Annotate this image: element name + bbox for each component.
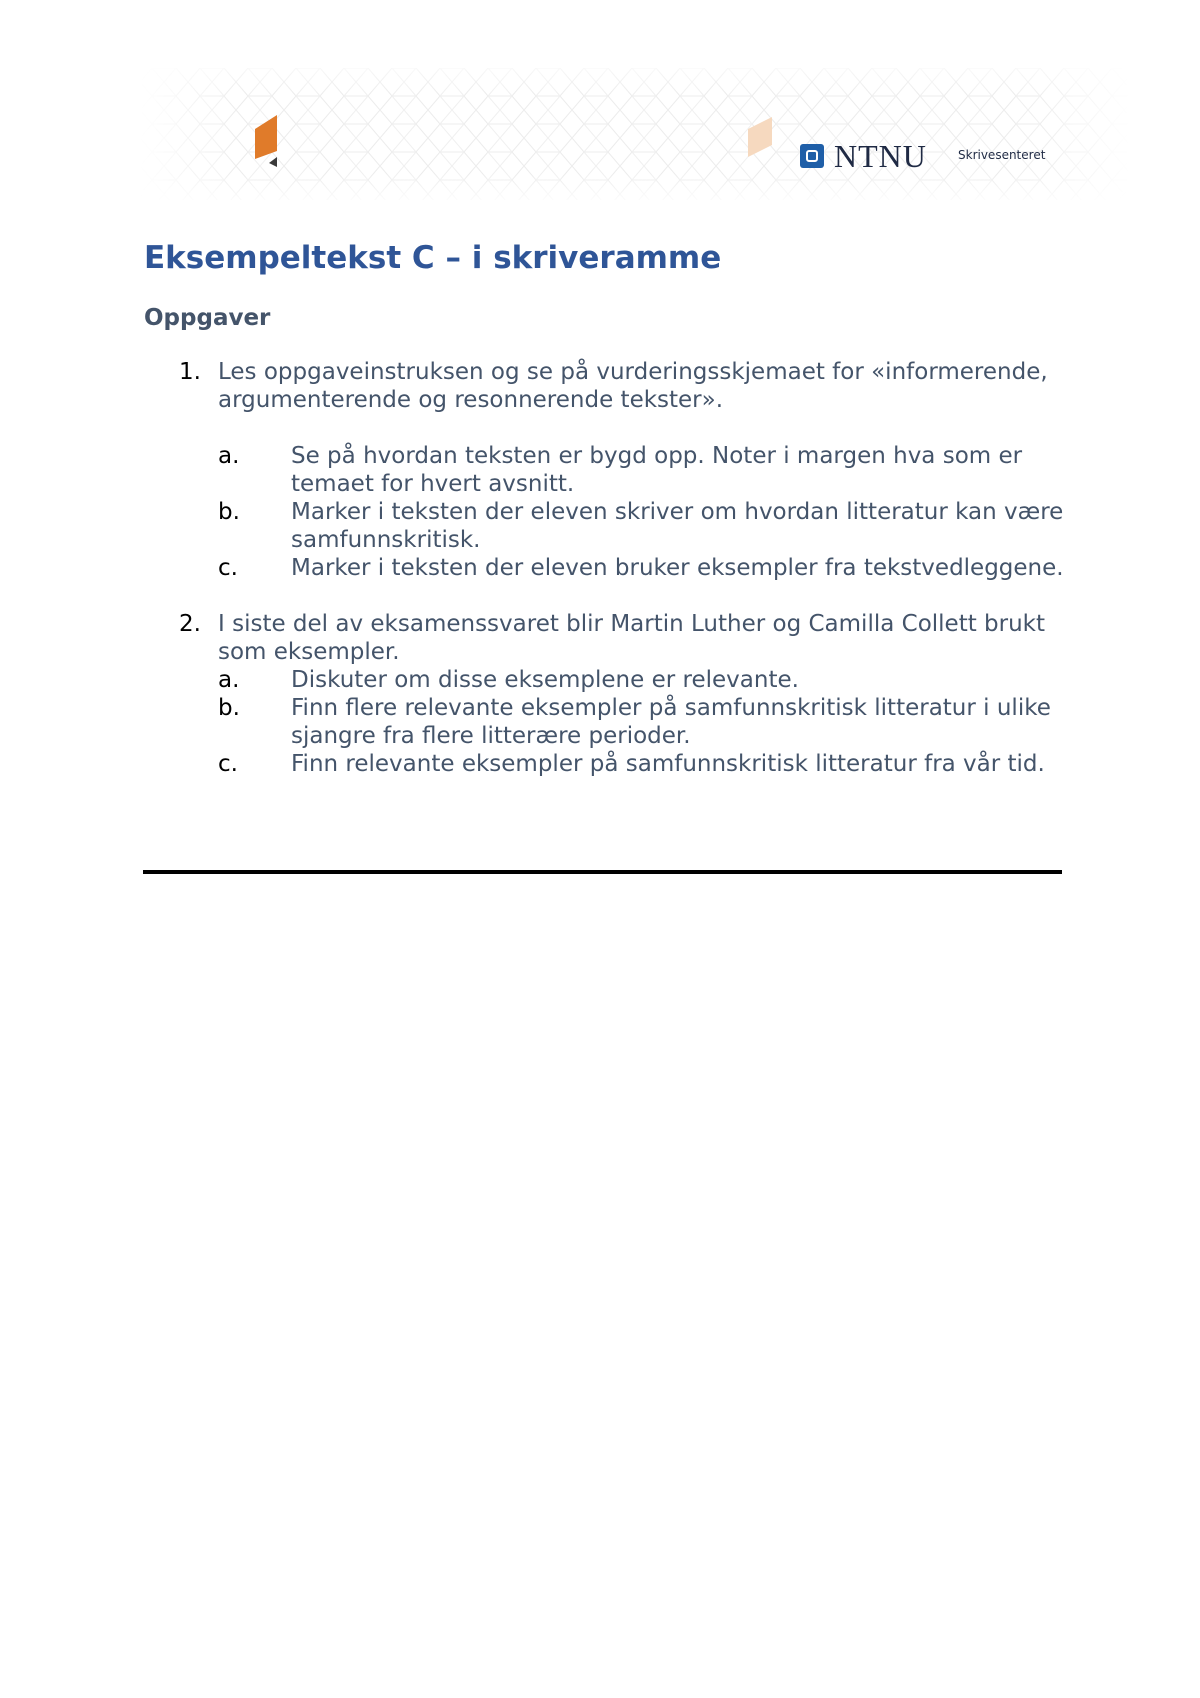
subtask-letter: c. [218,751,238,777]
orange-accent-shape [255,115,279,167]
subtask-item [218,442,1064,498]
subtask-text: Se på hvordan teksten er bygd opp. Noter i margen hva som er temaet for hvert avsnitt. [291,443,1023,497]
header-pattern [140,68,1130,200]
ntnu-logo-text: NTNU [834,138,927,174]
subtask-text: Marker i teksten der eleven bruker eksempler fra tekstvedleggene. [291,555,1064,581]
subtask-text: Finn flere relevante eksempler på samfunnskritisk litteratur i ulike sjangre fra flere litterære perioder. [291,695,1051,749]
task-number: 1. [179,359,201,385]
task-item-2 [144,610,1064,778]
subtask-text: Marker i teksten der eleven skriver om hvordan litteratur kan være samfunnskritisk. [291,499,1064,553]
task-text: Les oppgaveinstruksen og se på vurderingsskjemaet for «informerende, argumenterende og resonnerende tekster». [218,359,1048,413]
task-list [144,358,1064,778]
subtask-letter: a. [218,443,240,469]
section-heading: Oppgaver [144,305,271,331]
subtask-item [218,498,1064,554]
subtask-item [218,694,1064,750]
subtask-list [218,666,1064,778]
task-number: 2. [179,611,201,637]
task-item-1 [144,358,1064,582]
subtask-letter: b. [218,695,240,721]
horizontal-rule [143,870,1062,874]
subtask-text: Diskuter om disse eksemplene er relevante. [291,667,799,693]
subtask-letter: b. [218,499,240,525]
subtask-item [218,666,1064,694]
header-pattern-graphic [140,68,1130,200]
light-accent-shape [748,117,774,161]
ntnu-square-icon [800,144,824,168]
document-body [144,236,1064,778]
subtask-list [218,442,1064,582]
task-text: I siste del av eksamenssvaret blir Martin Luther og Camilla Collett brukt som eksempler. [218,611,1046,665]
subtask-letter: a. [218,667,240,693]
unit-label: Skrivesenteret [958,148,1046,162]
subtask-letter: c. [218,555,238,581]
page-title: Eksempeltekst C – i skriveramme [144,240,722,276]
subtask-text: Finn relevante eksempler på samfunnskritisk litteratur fra vår tid. [291,751,1045,777]
ntnu-logo [800,140,927,172]
subtask-item [218,554,1064,582]
subtask-item [218,750,1064,778]
